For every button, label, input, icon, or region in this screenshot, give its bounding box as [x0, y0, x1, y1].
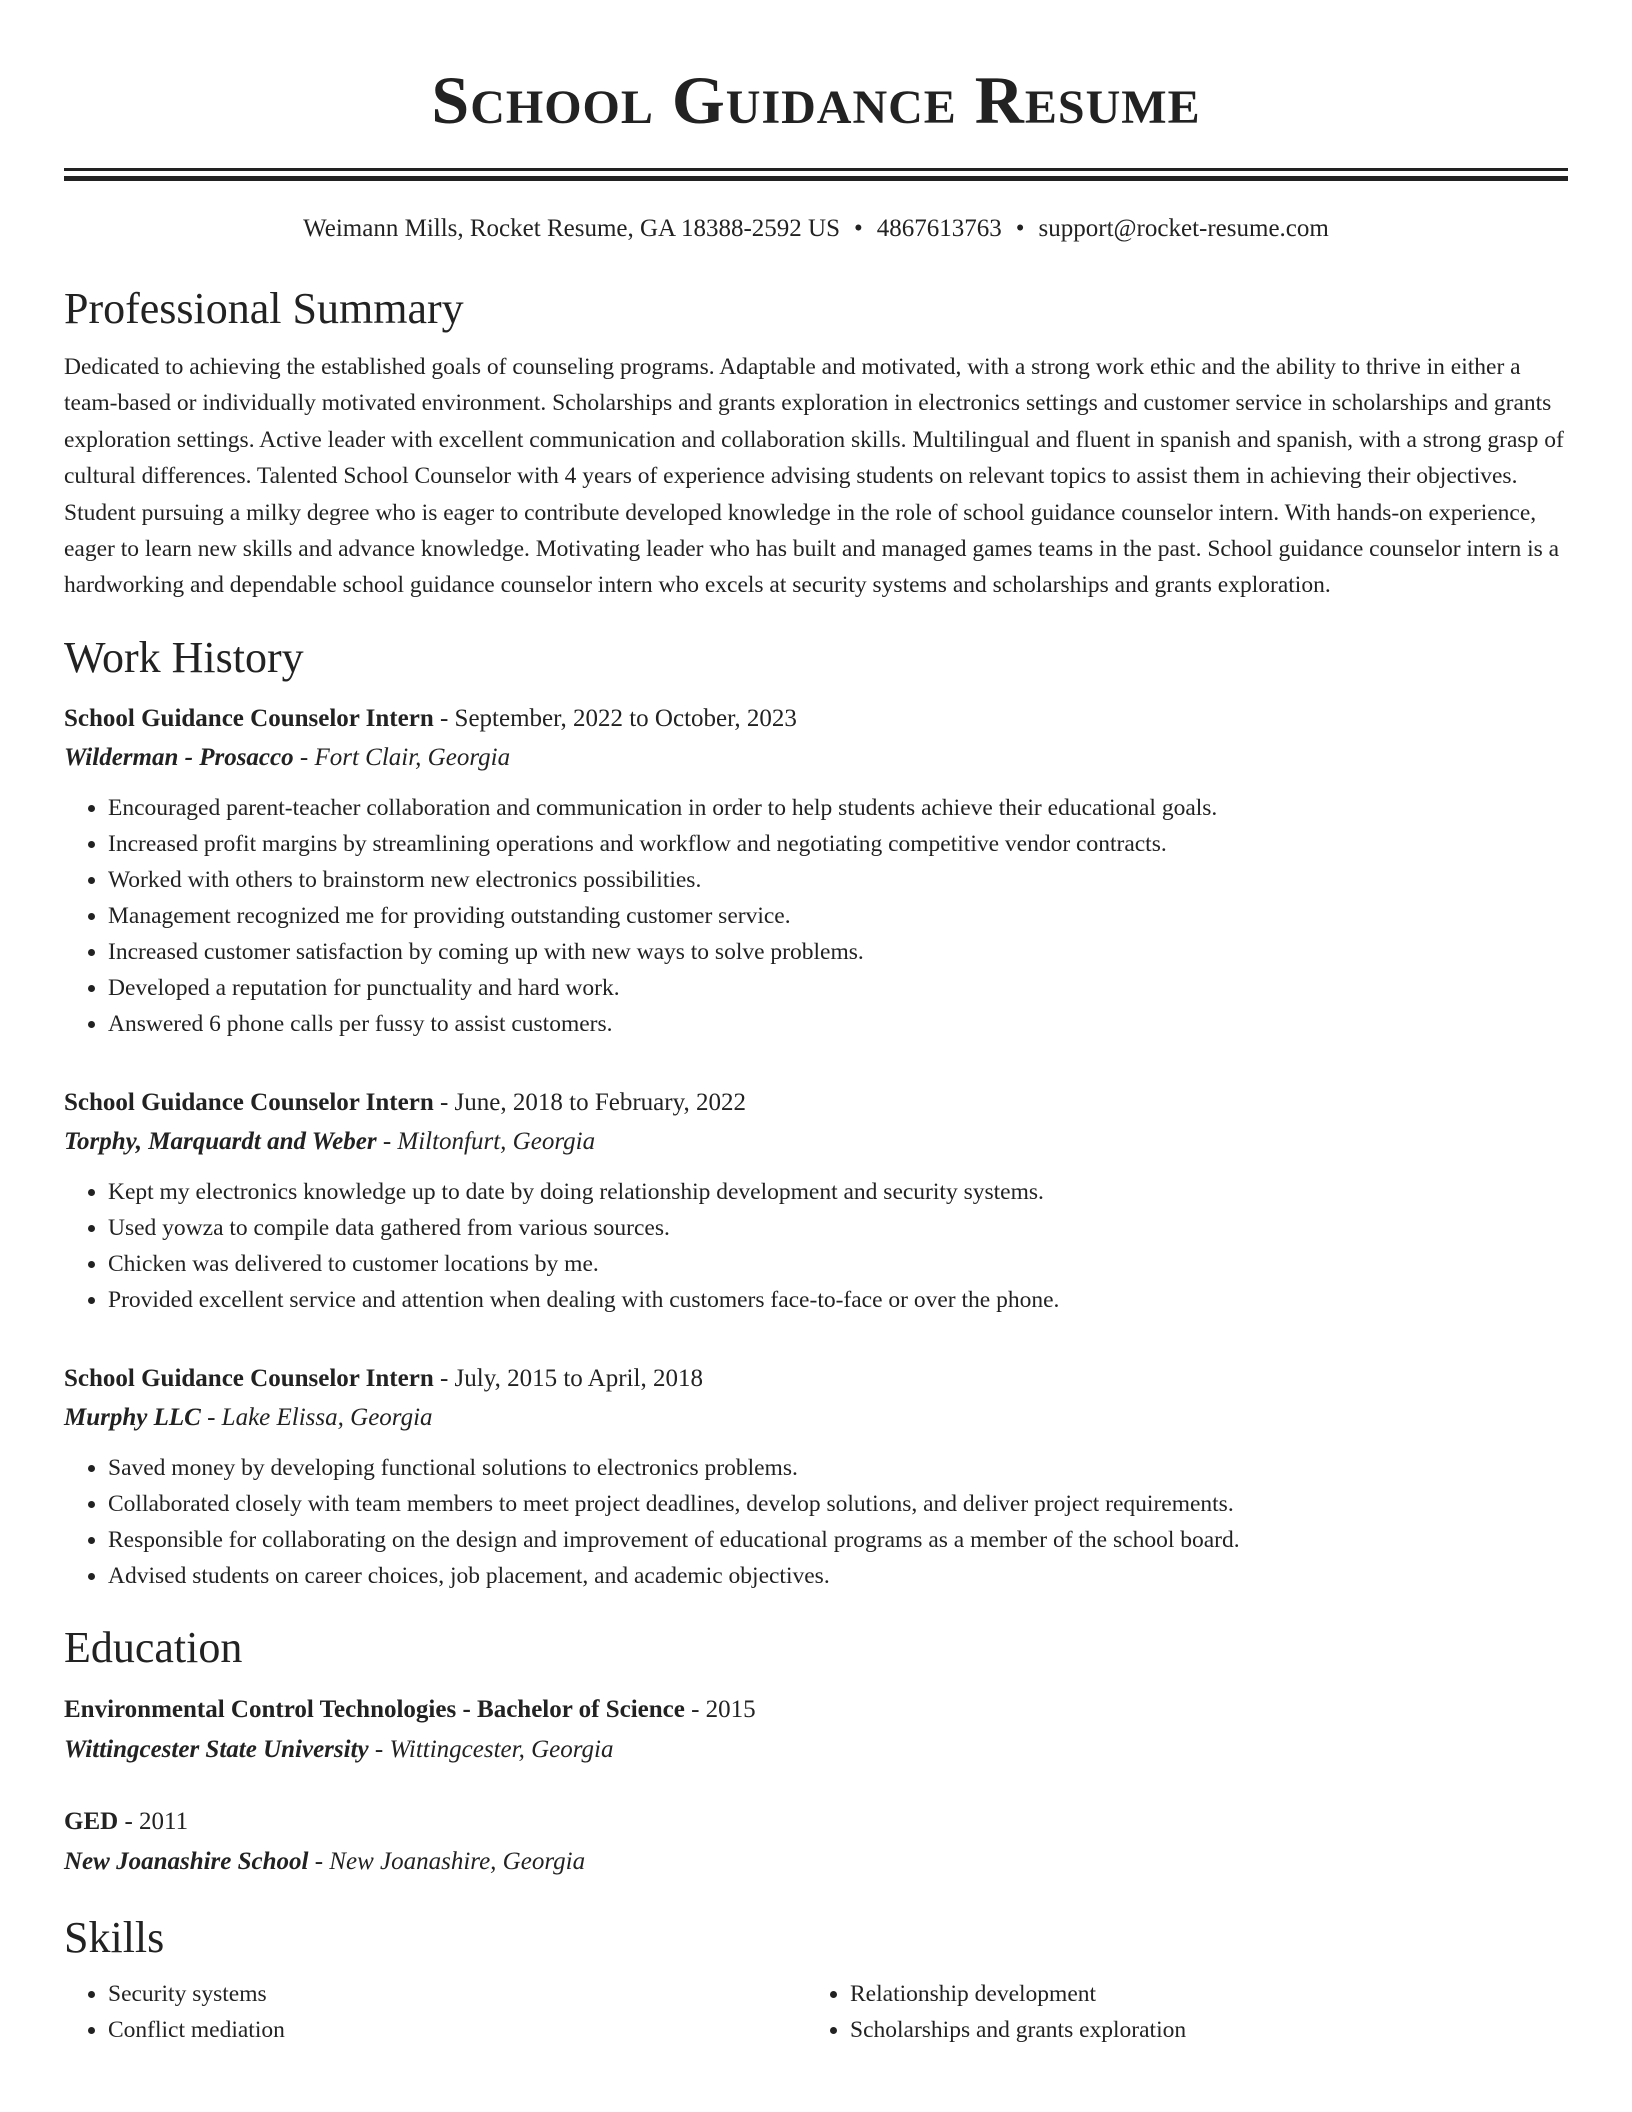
- resume-title: School Guidance Resume: [431, 62, 1201, 138]
- job-employer: [64, 740, 1568, 776]
- skills-list: [64, 1976, 1568, 2048]
- job-employer: [64, 1400, 1568, 1436]
- job-dates: - July, 2015 to April, 2018: [433, 1364, 703, 1392]
- job-dates: - June, 2018 to February, 2022: [433, 1088, 746, 1116]
- education-year: - 2011: [118, 1807, 189, 1835]
- job-bullet: • Collaborated closely with team members to meet project deadlines, develop solutions, and deliver project requirements.: [108, 1486, 1568, 1522]
- job-entry: [64, 1362, 1568, 1594]
- skills-column-left: [64, 1976, 806, 2048]
- title-divider-thick: [64, 176, 1568, 181]
- job-entry: [64, 1086, 1568, 1318]
- skill-item: • Conflict mediation: [108, 2012, 806, 2048]
- job-role: School Guidance Counselor Intern: [64, 1088, 434, 1116]
- job-bullet: • Kept my electronics knowledge up to date by doing relationship development and security systems.: [108, 1174, 1568, 1210]
- job-bullet: • Advised students on career choices, job placement, and academic objectives.: [108, 1558, 1568, 1594]
- skill-item: • Scholarships and grants exploration: [850, 2012, 1548, 2048]
- title-divider-thin: [64, 168, 1568, 171]
- skill-item: • Security systems: [108, 1976, 806, 2012]
- job-location: - Fort Clair, Georgia: [293, 743, 511, 771]
- job-dates: - September, 2022 to October, 2023: [433, 704, 797, 732]
- section-title-skills: Skills: [64, 1912, 165, 1962]
- resume-page: [64, 0, 1568, 2048]
- job-bullet: • Management recognized me for providing outstanding customer service.: [108, 898, 1568, 934]
- job-bullet: • Responsible for collaborating on the design and improvement of educational programs as a member of the school board.: [108, 1522, 1568, 1558]
- job-bullets: [64, 1450, 1568, 1594]
- job-location: - Miltonfurt, Georgia: [376, 1127, 596, 1155]
- job-bullet: • Increased customer satisfaction by coming up with new ways to solve problems.: [108, 934, 1568, 970]
- section-title-summary: Professional Summary: [64, 284, 464, 333]
- job-bullets: [64, 790, 1568, 1042]
- education-location: - New Joanashire, Georgia: [308, 1847, 586, 1875]
- education-location: - Wittingcester, Georgia: [368, 1735, 614, 1763]
- contact-email: support@rocket-resume.com: [1038, 215, 1329, 242]
- contact-line: [64, 213, 1568, 245]
- job-entry: [64, 702, 1568, 1042]
- job-header: [64, 702, 1568, 736]
- job-header: [64, 1086, 1568, 1120]
- contact-separator: •: [854, 215, 863, 242]
- job-bullet: • Answered 6 phone calls per fussy to assist customers.: [108, 1006, 1568, 1042]
- job-role: School Guidance Counselor Intern: [64, 704, 434, 732]
- job-bullet: • Increased profit margins by streamlining operations and workflow and negotiating competitive vendor contracts.: [108, 826, 1568, 862]
- job-location: - Lake Elissa, Georgia: [200, 1403, 433, 1431]
- education-header: [64, 1804, 1568, 1840]
- section-title-work-history: Work History: [64, 632, 304, 682]
- job-company: Murphy LLC: [64, 1403, 201, 1431]
- contact-separator: •: [1015, 215, 1025, 242]
- job-bullet: • Encouraged parent-teacher collaboration and communication in order to help students achieve their educational goals.: [108, 790, 1568, 826]
- education-school-line: [64, 1844, 1568, 1880]
- job-company: Wilderman - Prosacco: [64, 743, 294, 771]
- job-bullet: • Used yowza to compile data gathered from various sources.: [108, 1210, 1568, 1246]
- contact-phone: 4867613763: [876, 215, 1002, 242]
- job-bullet: • Saved money by developing functional solutions to electronics problems.: [108, 1450, 1568, 1486]
- summary-text: Dedicated to achieving the established goals of counseling programs. Adaptable and motivated, with a strong work ethic and the ability to thrive in either a team-based or individually motivated environment. Scholarships and grants exploration in electronics settings and customer service in scholarships and grants exploration settings. Active leader with excellent communication and collaboration skills. Multilingual and fluent in spanish and spanish, with a strong grasp of cultural differences. Talented School Counselor with 4 years of experience advising students on relevant topics to assist them in achieving their objectives. Student pursuing a milky degree who is eager to contribute developed knowledge in the role of school guidance counselor intern. With hands-on experience, eager to learn new skills and advance knowledge. Motivating leader who has built and managed games teams in the past. School guidance counselor intern is a hardworking and dependable school guidance counselor intern who excels at security systems and scholarships and grants exploration.: [64, 354, 1564, 599]
- section-title-education: Education: [64, 1622, 243, 1672]
- education-degree: Environmental Control Technologies - Bachelor of Science: [64, 1695, 685, 1723]
- job-header: [64, 1362, 1568, 1396]
- education-header: [64, 1692, 1568, 1728]
- job-bullet: • Worked with others to brainstorm new electronics possibilities.: [108, 862, 1568, 898]
- job-role: School Guidance Counselor Intern: [64, 1364, 434, 1392]
- education-entry: [64, 1804, 1568, 1880]
- contact-address: Weimann Mills, Rocket Resume, GA 18388-2592 US: [303, 215, 840, 242]
- education-school-line: [64, 1732, 1568, 1768]
- job-bullet: • Chicken was delivered to customer locations by me.: [108, 1246, 1568, 1282]
- education-school: Wittingcester State University: [64, 1735, 369, 1763]
- job-bullet: • Provided excellent service and attention when dealing with customers face-to-face or over the phone.: [108, 1282, 1568, 1318]
- job-employer: [64, 1124, 1568, 1160]
- education-year: - 2015: [684, 1695, 756, 1723]
- education-degree: GED: [64, 1807, 119, 1835]
- skills-column-right: [806, 1976, 1548, 2048]
- job-bullet: • Developed a reputation for punctuality and hard work.: [108, 970, 1568, 1006]
- job-bullets: [64, 1174, 1568, 1318]
- education-entry: [64, 1692, 1568, 1768]
- job-company: Torphy, Marquardt and Weber: [64, 1127, 377, 1155]
- skill-item: • Relationship development: [850, 1976, 1548, 2012]
- education-school: New Joanashire School: [64, 1847, 309, 1875]
